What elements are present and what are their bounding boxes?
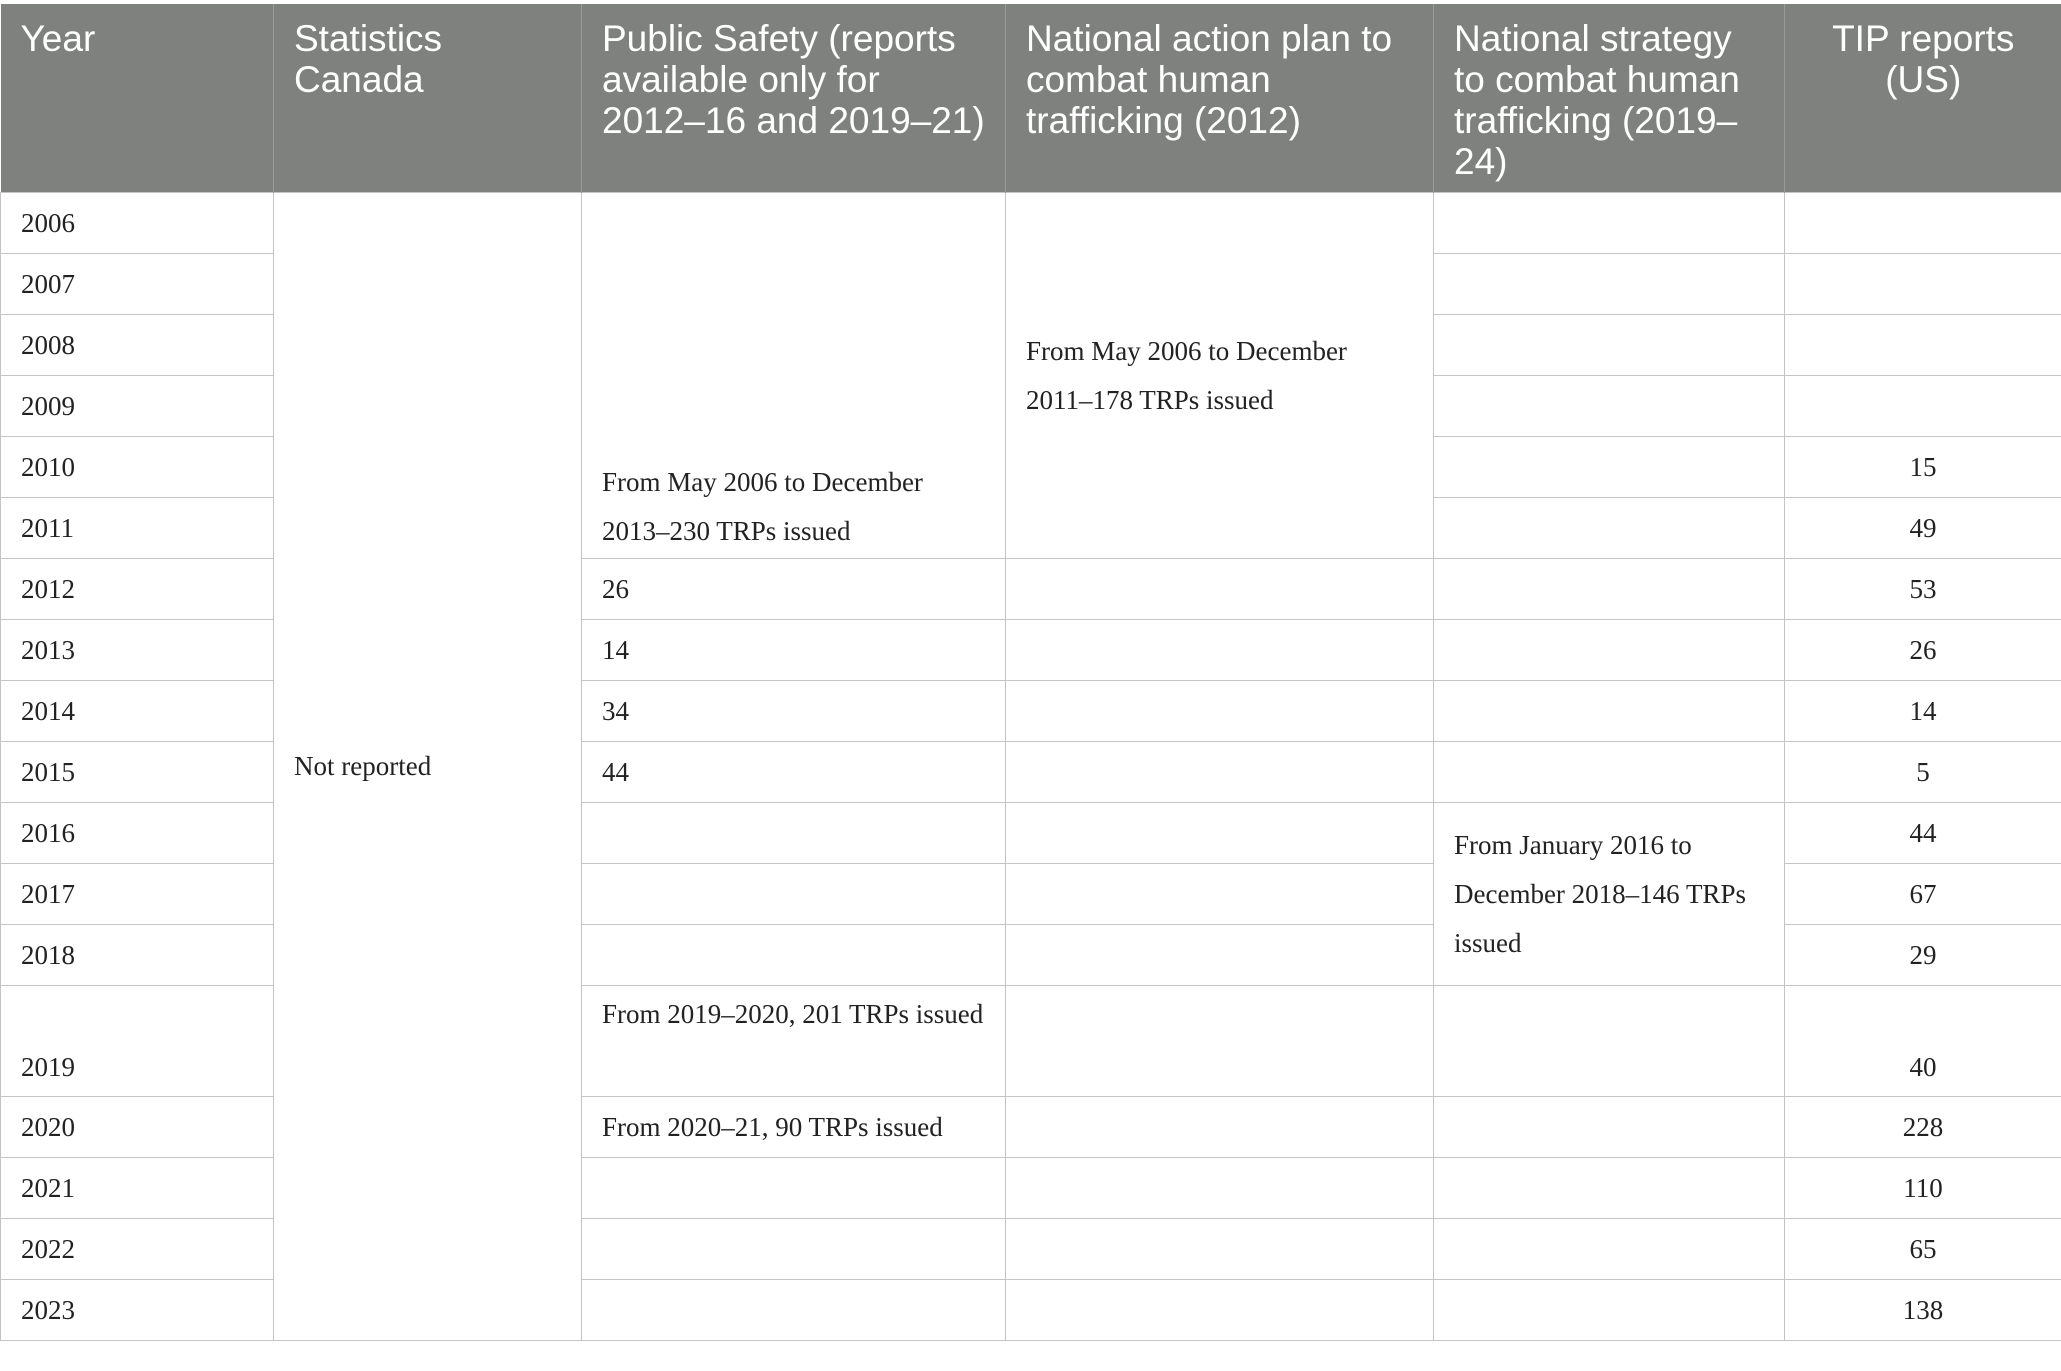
header-national-action-plan: National action plan to combat human trafficking (2012) (1006, 4, 1434, 193)
year-cell: 2013 (1, 620, 274, 681)
strategy-cell (1434, 315, 1785, 376)
public-safety-cell (582, 1158, 1006, 1219)
tip-cell (1785, 193, 2061, 254)
tip-cell: 44 (1785, 803, 2061, 864)
year-cell: 2014 (1, 681, 274, 742)
tip-cell: 5 (1785, 742, 2061, 803)
public-safety-cell (582, 1219, 1006, 1280)
tip-cell: 138 (1785, 1280, 2061, 1341)
year-cell: 2007 (1, 254, 274, 315)
strategy-cell (1434, 620, 1785, 681)
year-cell: 2010 (1, 437, 274, 498)
action-plan-cell (1006, 1097, 1434, 1158)
public-safety-cell: 26 (582, 559, 1006, 620)
action-plan-cell (1006, 986, 1434, 1097)
strategy-cell (1434, 681, 1785, 742)
tip-cell: 228 (1785, 1097, 2061, 1158)
strategy-cell (1434, 1097, 1785, 1158)
tip-cell: 26 (1785, 620, 2061, 681)
tip-cell: 67 (1785, 864, 2061, 925)
header-statistics-canada: Statistics Canada (274, 4, 582, 193)
tip-cell: 65 (1785, 1219, 2061, 1280)
public-safety-cell (582, 1280, 1006, 1341)
tip-cell (1785, 254, 2061, 315)
strategy-cell (1434, 193, 1785, 254)
action-plan-cell (1006, 620, 1434, 681)
year-cell: 2011 (1, 498, 274, 559)
year-cell: 2022 (1, 1219, 274, 1280)
header-public-safety: Public Safety (reports available only for 2012–16 and 2019–21) (582, 4, 1006, 193)
header-year: Year (1, 4, 274, 193)
year-cell: 2017 (1, 864, 274, 925)
strategy-cell (1434, 437, 1785, 498)
strategy-cell (1434, 498, 1785, 559)
strategy-span-cell: From January 2016 to December 2018–146 TRPs issued (1434, 803, 1785, 986)
tip-cell: 49 (1785, 498, 2061, 559)
year-cell: 2009 (1, 376, 274, 437)
tip-cell: 29 (1785, 925, 2061, 986)
year-cell: 2018 (1, 925, 274, 986)
public-safety-cell: 34 (582, 681, 1006, 742)
table-row (1, 193, 2061, 254)
public-safety-cell (582, 803, 1006, 864)
data-table-container (0, 4, 2061, 1354)
action-plan-cell (1006, 803, 1434, 864)
tip-cell: 14 (1785, 681, 2061, 742)
header-national-strategy: National strategy to combat human trafficking (2019–24) (1434, 4, 1785, 193)
year-cell: 2021 (1, 1158, 274, 1219)
tip-cell: 15 (1785, 437, 2061, 498)
trp-data-table (0, 4, 2061, 1341)
action-plan-span-cell: From May 2006 to December 2011–178 TRPs issued (1006, 193, 1434, 559)
statcan-cell: Not reported (274, 193, 582, 1341)
action-plan-cell (1006, 1219, 1434, 1280)
year-cell: 2006 (1, 193, 274, 254)
public-safety-cell (582, 925, 1006, 986)
tip-cell: 40 (1785, 986, 2061, 1097)
action-plan-cell (1006, 681, 1434, 742)
year-cell: 2008 (1, 315, 274, 376)
action-plan-cell (1006, 925, 1434, 986)
strategy-cell (1434, 254, 1785, 315)
public-safety-span-cell: From May 2006 to December 2013–230 TRPs issued (582, 193, 1006, 559)
action-plan-cell (1006, 559, 1434, 620)
strategy-cell (1434, 376, 1785, 437)
strategy-cell (1434, 1219, 1785, 1280)
action-plan-cell (1006, 864, 1434, 925)
header-tip-reports: TIP reports (US) (1785, 4, 2061, 193)
year-cell: 2015 (1, 742, 274, 803)
strategy-cell (1434, 1280, 1785, 1341)
public-safety-cell: 44 (582, 742, 1006, 803)
header-row (1, 4, 2061, 193)
tip-cell (1785, 376, 2061, 437)
public-safety-cell: 14 (582, 620, 1006, 681)
action-plan-cell (1006, 1158, 1434, 1219)
strategy-cell (1434, 742, 1785, 803)
tip-cell: 53 (1785, 559, 2061, 620)
tip-cell: 110 (1785, 1158, 2061, 1219)
strategy-cell (1434, 559, 1785, 620)
year-cell: 2019 (1, 986, 274, 1097)
public-safety-cell: From 2020–21, 90 TRPs issued (582, 1097, 1006, 1158)
year-cell: 2012 (1, 559, 274, 620)
year-cell: 2016 (1, 803, 274, 864)
year-cell: 2020 (1, 1097, 274, 1158)
strategy-cell (1434, 1158, 1785, 1219)
action-plan-cell (1006, 742, 1434, 803)
public-safety-cell: From 2019–2020, 201 TRPs issued (582, 986, 1006, 1097)
year-cell: 2023 (1, 1280, 274, 1341)
tip-cell (1785, 315, 2061, 376)
public-safety-cell (582, 864, 1006, 925)
strategy-cell (1434, 986, 1785, 1097)
action-plan-cell (1006, 1280, 1434, 1341)
